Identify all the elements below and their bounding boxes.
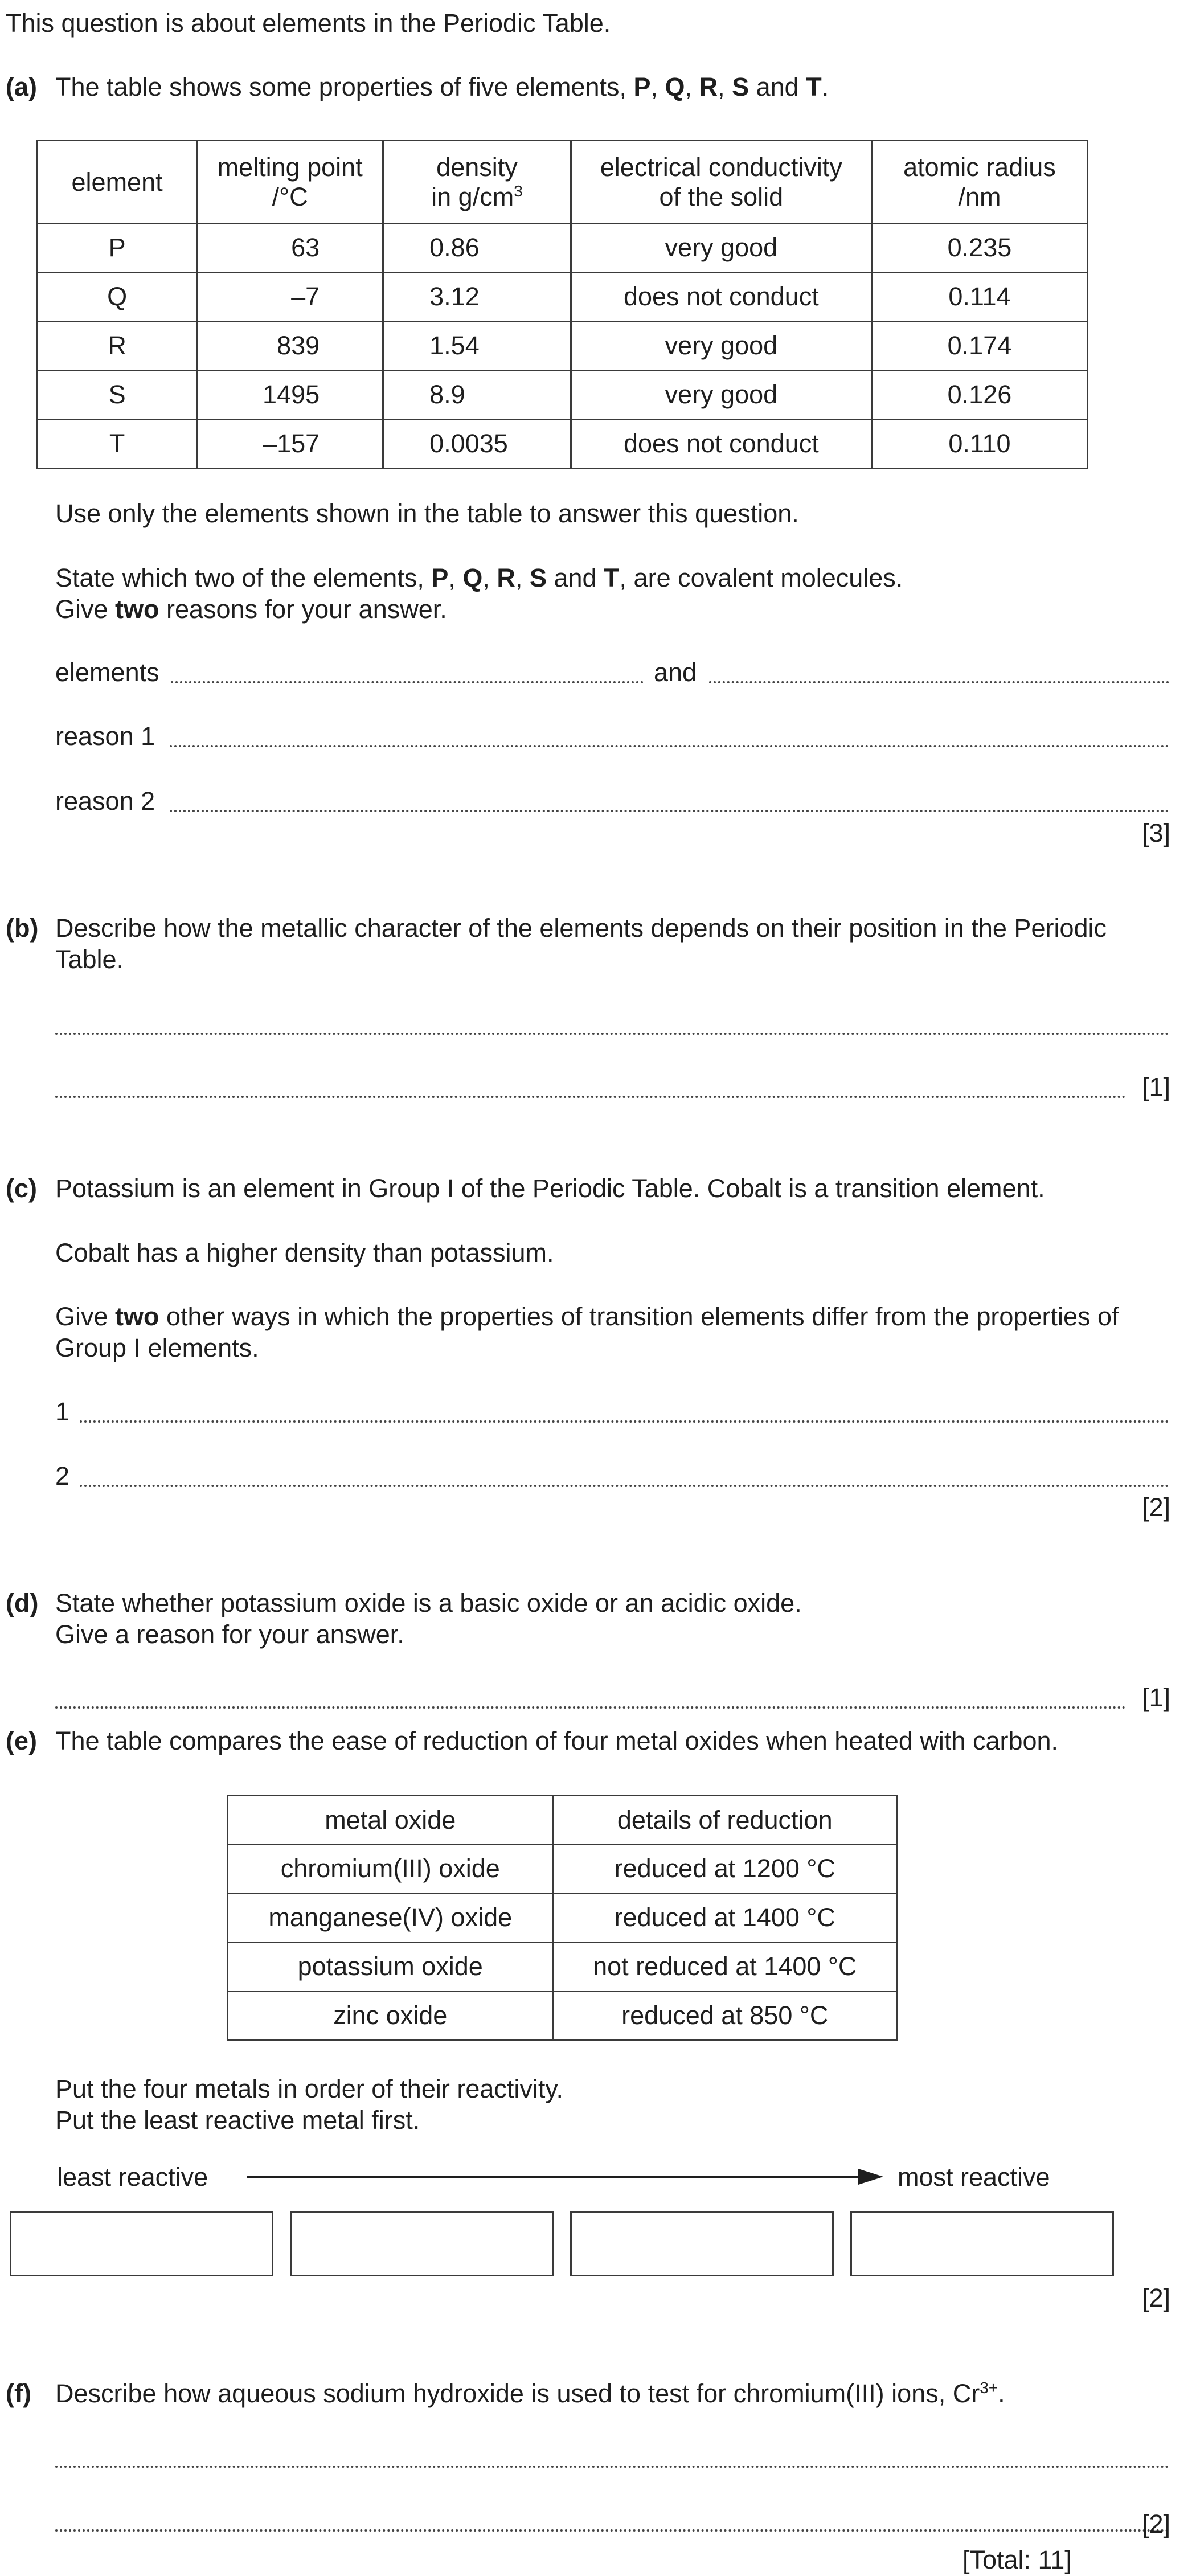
header-density (383, 141, 571, 224)
properties-table (36, 140, 1088, 469)
header-atomic-radius (871, 141, 1087, 224)
cell-conductivity: does not conduct (571, 273, 871, 322)
cell-conductivity: very good (571, 224, 871, 273)
part-d-marks: [1] (1142, 1683, 1171, 1712)
part-b-marks: [1] (1142, 1072, 1171, 1101)
cell-oxide: manganese(IV) oxide (228, 1894, 554, 1943)
part-d-line2: Give a reason for your answer. (55, 1620, 404, 1649)
cell-density: 0.86 (383, 224, 571, 273)
reason2-label: reason 2 (55, 787, 155, 816)
part-e-line1: Put the four metals in order of their reactivity. (55, 2074, 564, 2103)
reactivity-answer-box-4[interactable] (850, 2211, 1114, 2276)
part-b-line1: Describe how the metallic character of the elements depends on their position in the Periodic (55, 914, 1107, 943)
part-c-answer-line-1[interactable] (80, 1420, 1169, 1423)
header-conductivity (571, 141, 871, 224)
cell-element: T (38, 420, 197, 469)
part-c-line1: Potassium is an element in Group I of the Periodic Table. Cobalt is a transition element. (55, 1174, 1045, 1203)
header-element: element (38, 141, 197, 224)
reason1-answer-line[interactable] (170, 745, 1169, 747)
part-d-answer-line[interactable] (55, 1706, 1126, 1709)
part-a-stem-text: The table shows some properties of five elements, P, Q, R, S and T. (55, 72, 829, 101)
part-b-answer-line-1[interactable] (55, 1033, 1169, 1035)
cell-element: R (38, 322, 197, 371)
table-row (38, 420, 1088, 469)
f-charge-sup: 3+ (980, 2379, 998, 2397)
part-c-line3 (55, 1301, 1119, 1333)
cell-details: reduced at 1400 °C (553, 1894, 897, 1943)
part-c-line2: Cobalt has a higher density than potassium. (55, 1238, 554, 1267)
cell-radius: 0.114 (871, 273, 1087, 322)
cell-element: P (38, 224, 197, 273)
cell-density: 0.0035 (383, 420, 571, 469)
c-line3-a: Give (55, 1302, 116, 1331)
reduction-table (227, 1795, 898, 2041)
and-label: and (654, 658, 697, 687)
cell-radius: 0.235 (871, 224, 1087, 273)
cell-details: reduced at 1200 °C (553, 1845, 897, 1894)
q2-text-a: Give (55, 595, 116, 624)
least-reactive-label: least reactive (57, 2163, 208, 2192)
cell-melting-point: –157 (197, 420, 383, 469)
cell-oxide: zinc oxide (228, 1992, 554, 2041)
cell-element: Q (38, 273, 197, 322)
part-e-stem: The table compares the ease of reduction of four metal oxides when heated with carbon. (55, 1726, 1059, 1755)
cell-details: not reduced at 1400 °C (553, 1943, 897, 1992)
header-atomic-radius-l1: atomic radius (903, 152, 1056, 182)
most-reactive-label: most reactive (898, 2163, 1050, 2192)
header-density-l1: density (436, 152, 518, 182)
q2-text-bold: two (115, 595, 159, 624)
table-row (38, 322, 1088, 371)
part-a-marks: [3] (1142, 818, 1171, 847)
reactivity-answer-box-1[interactable] (10, 2211, 273, 2276)
cell-melting-point: 1495 (197, 371, 383, 420)
part-f-answer-line-1[interactable] (55, 2466, 1169, 2468)
f-stem-text: Describe how aqueous sodium hydroxide is used to test for chromium(III) ions, Cr (55, 2379, 980, 2408)
header-conductivity-l2: of the solid (659, 182, 784, 211)
part-b-answer-line-2[interactable] (55, 1096, 1126, 1098)
cell-element: S (38, 371, 197, 420)
reactivity-answer-box-2[interactable] (290, 2211, 554, 2276)
part-a-stem (55, 72, 829, 103)
cell-density: 3.12 (383, 273, 571, 322)
elements-answer-line-2[interactable] (709, 681, 1169, 683)
table-row (228, 1943, 897, 1992)
answer-number-1: 1 (55, 1397, 70, 1426)
header-melting-point-l1: melting point (217, 152, 363, 182)
header-details: details of reduction (553, 1796, 897, 1845)
part-d-line1: State whether potassium oxide is a basic oxide or an acidic oxide. (55, 1588, 802, 1617)
part-c-answer-line-2[interactable] (80, 1485, 1169, 1487)
cell-melting-point: 839 (197, 322, 383, 371)
part-f-answer-line-2[interactable] (55, 2529, 1169, 2532)
q2-text-c: reasons for your answer. (159, 595, 447, 624)
reason1-label: reason 1 (55, 722, 155, 751)
table-row (38, 371, 1088, 420)
f-stem-end: . (998, 2379, 1005, 2408)
table-row (228, 1845, 897, 1894)
table-row (38, 224, 1088, 273)
intro-text: This question is about elements in the Periodic Table. (6, 9, 611, 38)
part-c-marks: [2] (1142, 1493, 1171, 1522)
header-atomic-radius-l2: /nm (958, 182, 1001, 211)
cell-density: 1.54 (383, 322, 571, 371)
cell-oxide: potassium oxide (228, 1943, 554, 1992)
part-e-marks: [2] (1142, 2283, 1171, 2312)
part-f-stem (55, 2378, 1005, 2410)
c-line3-c: other ways in which the properties of transition elements differ from the properties of (159, 1302, 1119, 1331)
header-conductivity-l1: electrical conductivity (600, 152, 842, 182)
cell-radius: 0.126 (871, 371, 1087, 420)
total-marks: [Total: 11] (962, 2545, 1072, 2574)
part-f-marks: [2] (1142, 2509, 1171, 2538)
part-f-label: (f) (6, 2379, 31, 2408)
header-density-sup: 3 (514, 182, 523, 200)
cell-details: reduced at 850 °C (553, 1992, 897, 2041)
part-c-label: (c) (6, 1174, 37, 1203)
part-d-label: (d) (6, 1588, 39, 1617)
elements-answer-line-1[interactable] (171, 681, 644, 683)
cell-melting-point: –7 (197, 273, 383, 322)
table-row (38, 273, 1088, 322)
part-b-line2: Table. (55, 945, 124, 974)
part-e-line2: Put the least reactive metal first. (55, 2106, 420, 2135)
header-melting-point (197, 141, 383, 224)
c-line3-bold: two (115, 1302, 159, 1331)
part-a-label: (a) (6, 72, 37, 101)
part-a-question: State which two of the elements, P, Q, R, S and T, are covalent molecules. (55, 563, 903, 592)
cell-conductivity: very good (571, 371, 871, 420)
cell-conductivity: does not conduct (571, 420, 871, 469)
cell-oxide: chromium(III) oxide (228, 1845, 554, 1894)
table-row (228, 1894, 897, 1943)
cell-conductivity: very good (571, 322, 871, 371)
cell-radius: 0.110 (871, 420, 1087, 469)
part-e-label: (e) (6, 1726, 37, 1755)
answer-number-2: 2 (55, 1461, 70, 1490)
cell-radius: 0.174 (871, 322, 1087, 371)
header-melting-point-l2: /°C (272, 182, 308, 211)
reactivity-answer-box-3[interactable] (570, 2211, 834, 2276)
part-b-label: (b) (6, 914, 39, 943)
header-density-l2: in g/cm (431, 182, 514, 211)
elements-label: elements (55, 658, 159, 687)
part-a-question-2 (55, 594, 447, 625)
cell-melting-point: 63 (197, 224, 383, 273)
header-metal-oxide: metal oxide (228, 1796, 554, 1845)
part-c-line4: Group I elements. (55, 1333, 259, 1362)
cell-density: 8.9 (383, 371, 571, 420)
table-row (228, 1992, 897, 2041)
reactivity-arrow-line (247, 2176, 862, 2178)
part-a-instruction: Use only the elements shown in the table to answer this question. (55, 499, 799, 528)
reason2-answer-line[interactable] (170, 810, 1169, 812)
reactivity-arrow-head (858, 2169, 883, 2185)
